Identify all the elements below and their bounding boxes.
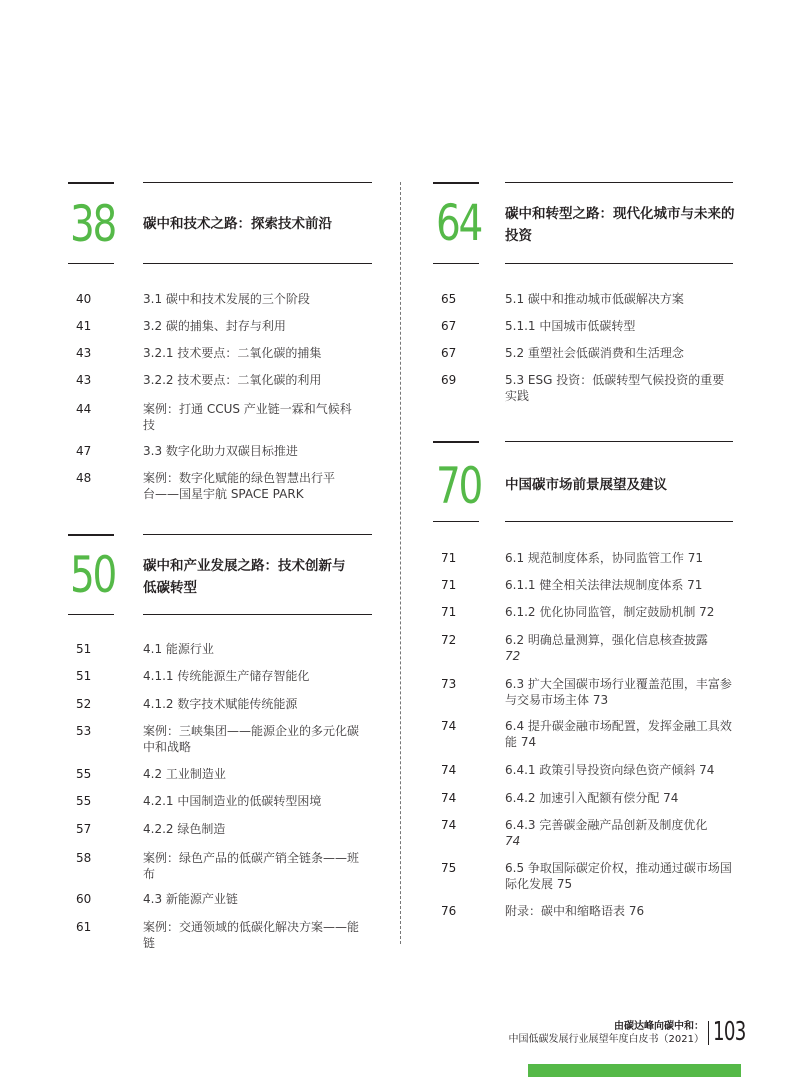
toc-page-number: 75 [441,861,457,875]
toc-entry-title: 附录：碳中和缩略语表 76 [505,904,645,918]
toc-entry-title-line: 布 [143,867,156,881]
toc-page-number: 74 [441,791,457,805]
toc-entry-title: 4.1.1 传统能源生产储存智能化 [143,669,310,683]
section-rule-bottom-long [143,614,372,615]
toc-entry-title-line: 6.2 明确总量测算，强化信息核查披露 [505,633,708,647]
section-title-line: 中国碳市场前景展望及建议 [505,477,667,493]
toc-page-number: 69 [441,373,457,387]
section-rule-top-long [143,534,372,535]
toc-page-number: 40 [76,292,92,306]
section-rule-bottom-short [68,614,114,615]
toc-entry-title-line: 实践 [505,389,530,403]
toc-entry-title-line: 案例：打通 CCUS 产业链一霖和气候科 [143,402,352,416]
section-title-line: 碳中和产业发展之路：技术创新与 [143,558,346,574]
section-number: 50 [70,546,115,604]
footer-accent-bar [528,1064,741,1077]
toc-entry-title: 4.2.1 中国制造业的低碳转型困境 [143,794,322,808]
toc-entry-title: 5.2 重塑社会低碳消费和生活理念 [505,346,684,360]
toc-page-number: 43 [76,373,92,387]
toc-entry-title: 3.1 碳中和技术发展的三个阶段 [143,292,310,306]
section-rule-top-long [505,441,733,442]
section-rule-top-short [68,534,114,536]
toc-entry-title: 6.4.2 加速引入配额有偿分配 74 [505,791,679,805]
toc-entry-title: 3.2 碳的捕集、封存与利用 [143,319,286,333]
section-title-line: 低碳转型 [143,580,197,596]
section-rule-top-short [68,182,114,184]
toc-entry-title: 6.1.2 优化协同监管，制定鼓励机制 72 [505,605,715,619]
section-title-line: 碳中和技术之路：探索技术前沿 [143,216,332,232]
section-rule-bottom-long [505,263,733,264]
toc-page-number: 44 [76,402,92,416]
section-rule-top-long [143,182,372,183]
toc-entry-title-line: 6.3 扩大全国碳市场行业覆盖范围，丰富参 [505,677,732,691]
toc-page-number: 61 [76,920,92,934]
toc-entry-title: 3.3 数字化助力双碳目标推进 [143,444,298,458]
section-rule-bottom-short [433,263,479,264]
toc-entry-title: 6.1 规范制度体系，协同监管工作 71 [505,551,703,565]
toc-page-number: 47 [76,444,92,458]
toc-page-number: 43 [76,346,92,360]
footer-subtitle: 中国低碳发展行业展望年度白皮书（2021） [508,1034,704,1045]
toc-entry-title: 4.2.2 绿色制造 [143,822,226,836]
toc-entry-title-line: 案例：交通领域的低碳化解决方案——能 [143,920,360,934]
toc-page-number: 72 [441,633,457,647]
toc-page-number: 76 [441,904,457,918]
section-number: 70 [436,457,481,515]
toc-page-number: 48 [76,471,92,485]
toc-page-number: 60 [76,892,92,906]
toc-entry-title-line: 链 [143,936,156,950]
toc-entry-title: 5.1.1 中国城市低碳转型 [505,319,636,333]
toc-entry-title-line: 6.4.3 完善碳金融产品创新及制度优化 [505,818,708,832]
toc-page-number: 67 [441,346,457,360]
toc-entry-title-line: 中和战略 [143,740,192,754]
toc-page-number: 73 [441,677,457,691]
footer-title: 由碳达峰向碳中和： [614,1021,704,1032]
toc-page-number: 65 [441,292,457,306]
section-rule-top-long [505,182,733,183]
toc-entry-title-line: 技 [143,418,156,432]
toc-entry-title-line: 6.4 提升碳金融市场配置，发挥金融工具效 [505,719,732,733]
toc-page-number: 51 [76,642,92,656]
toc-entry-title-line: 台——国星宇航 SPACE PARK [143,487,304,501]
toc-entry-title-line: 74 [505,834,521,848]
toc-entry-title: 4.1 能源行业 [143,642,214,656]
toc-page-number: 55 [76,767,92,781]
toc-entry-title-line: 与交易市场主体 73 [505,693,609,707]
toc-entry-title: 3.2.1 技术要点：二氧化碳的捕集 [143,346,322,360]
section-rule-bottom-long [505,521,733,522]
section-rule-bottom-long [143,263,372,264]
toc-entry-title: 4.1.2 数字技术赋能传统能源 [143,697,298,711]
toc-page-number: 71 [441,605,457,619]
toc-page-number: 74 [441,763,457,777]
toc-entry-title: 3.2.2 技术要点：二氧化碳的利用 [143,373,322,387]
section-rule-bottom-short [68,263,114,264]
column-divider [400,182,401,944]
toc-page-number: 41 [76,319,92,333]
toc-entry-title-line: 案例：数字化赋能的绿色智慧出行平 [143,471,336,485]
toc-entry-title: 4.3 新能源产业链 [143,892,238,906]
toc-page-number: 74 [441,719,457,733]
toc-entry-title: 6.1.1 健全相关法律法规制度体系 71 [505,578,703,592]
toc-entry-title: 4.2 工业制造业 [143,767,226,781]
footer-separator [708,1021,709,1045]
section-title-line: 投资 [505,228,532,244]
section-rule-top-short [433,441,479,443]
section-number: 38 [70,195,115,253]
toc-page-number: 51 [76,669,92,683]
toc-entry-title-line: 5.3 ESG 投资：低碳转型气候投资的重要 [505,373,725,387]
toc-entry-title-line: 72 [505,649,521,663]
toc-page-number: 53 [76,724,92,738]
section-rule-top-short [433,182,479,184]
toc-page-number: 57 [76,822,92,836]
toc-page-number: 74 [441,818,457,832]
toc-entry-title-line: 案例：绿色产品的低碳产销全链条——班 [143,851,360,865]
page-number: 103 [713,1017,746,1047]
toc-page-number: 71 [441,551,457,565]
toc-entry-title-line: 6.5 争取国际碳定价权，推动通过碳市场国 [505,861,732,875]
toc-entry-title: 5.1 碳中和推动城市低碳解决方案 [505,292,684,306]
toc-page-number: 67 [441,319,457,333]
toc-page-number: 52 [76,697,92,711]
toc-page-number: 58 [76,851,92,865]
section-title-line: 碳中和转型之路：现代化城市与未来的 [505,206,735,222]
toc-entry-title-line: 能 74 [505,735,537,749]
toc-page-number: 55 [76,794,92,808]
section-number: 64 [436,194,481,252]
toc-entry-title-line: 案例：三峡集团——能源企业的多元化碳 [143,724,360,738]
toc-entry-title-line: 际化发展 75 [505,877,573,891]
section-rule-bottom-short [433,521,479,522]
toc-page-number: 71 [441,578,457,592]
toc-entry-title: 6.4.1 政策引导投资向绿色资产倾斜 74 [505,763,715,777]
